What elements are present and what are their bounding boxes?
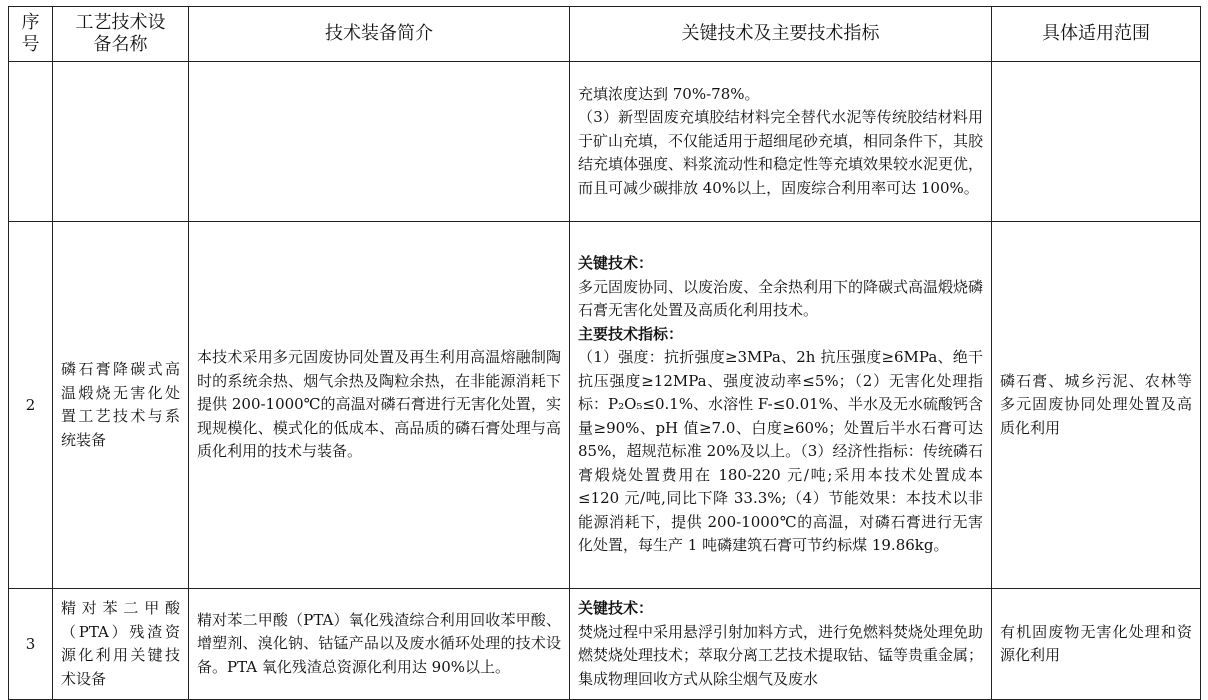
row1-num-cell (9, 62, 53, 222)
table-row (9, 222, 1201, 589)
row2-scope: 磷石膏、城乡污泥、农林等多元固废协同处理处置及高质化利用 (992, 222, 1201, 589)
table-row (9, 589, 1201, 700)
row3-num: 3 (9, 589, 53, 700)
row1-scope-cell (992, 62, 1201, 222)
header-seq-label: 序 号 (21, 12, 40, 55)
row2-name: 磷石膏降碳式高温煅烧无害化处置工艺技术与系统装备 (53, 222, 189, 589)
header-name (53, 7, 189, 62)
row1-key-line-1: 充填浓度达到 70%-78%。 (578, 84, 760, 103)
row2-key-cell (570, 222, 992, 589)
row2-indicators-text: （1）强度：抗折强度≥3MPa、2h 抗压强度≥6MPa、绝干抗压强度≥12MPa、强度波动率≤5%；（2）无害化处理指标：P₂O₅≤0.1%、水溶性 F-≤0.01%、半水及无水硫酸钙含量≥90%、pH 值≥7.0、白度≥60%；处置后半水石膏可达 85%，超规范标准 20%及以上。（3）经济性指标：传统磷石膏煅烧处置费用在 180-220 元/吨;采用本技术处置成本≤120 元/吨,同比下降 33.3%;（4）节能效果：本技术以非能源消耗下，提供 200-1000℃的高温，对磷石膏进行无害化处置，每生产 1 吨磷建筑石膏可节约标煤 19.86kg。 (578, 348, 983, 555)
header-scope-label: 具体适用范围 (1042, 23, 1150, 44)
row1-name-cell (53, 62, 189, 222)
header-intro (189, 7, 570, 62)
table-header-row (9, 7, 1201, 62)
header-seq (9, 7, 53, 62)
row2-key-text: 多元固废协同、以废治废、全余热利用下的降碳式高温煅烧磷石膏无害化处置及高质化利用技术。 (578, 277, 984, 320)
row3-name: 精对苯二甲酸（PTA）残渣资源化利用关键技术设备 (53, 589, 189, 700)
row3-key-heading: 关键技术： (578, 599, 654, 617)
table-row (9, 62, 1201, 222)
row3-key-cell (570, 589, 992, 700)
row2-num: 2 (9, 222, 53, 589)
row3-key-text: 焚烧过程中采用悬浮引射加料方式，进行免燃料焚烧处理免助燃焚烧处理技术；萃取分离工艺技术提取钴、锰等贵重金属；集成物理回收方式从除尘烟气及废水 (578, 622, 984, 688)
header-key-tech (570, 7, 992, 62)
row2-indicators-heading: 主要技术指标： (578, 324, 684, 343)
row1-intro-cell (189, 62, 570, 222)
row2-key-heading: 关键技术： (578, 254, 654, 273)
row2-intro: 本技术采用多元固废协同处置及再生利用高温熔融制陶时的系统余热、烟气余热及陶粒余热，在非能源消耗下提供 200-1000℃的高温对磷石膏进行无害化处置，实现规模化、模式化的低成本、高品质的磷石膏处理与高质化利用的技术与装备。 (189, 222, 570, 589)
row3-scope: 有机固废物无害化处理和资源化利用 (992, 589, 1201, 700)
header-scope (992, 7, 1201, 62)
header-name-label: 工艺技术设 备名称 (75, 12, 166, 55)
header-key-tech-label: 关键技术及主要技术指标 (681, 23, 880, 44)
header-intro-label: 技术装备简介 (325, 23, 433, 44)
row3-intro: 精对苯二甲酸（PTA）氧化残渣综合利用回收苯甲酸、增塑剂、溴化钠、钴锰产品以及废水循环处理的技术设备。PTA 氧化残渣总资源化利用达 90%以上。 (189, 589, 570, 700)
document-table (8, 6, 1201, 700)
row1-key-cell (570, 62, 992, 222)
row1-key-line-2: （3）新型固废充填胶结材料完全替代水泥等传统胶结材料用于矿山充填，不仅能适用于超细尾砂充填，相同条件下，其胶结充填体强度、料浆流动性和稳定性等充填效果较水泥更优，而且可减少碳排放 40%以上，固废综合利用率可达 100%。 (578, 108, 984, 197)
